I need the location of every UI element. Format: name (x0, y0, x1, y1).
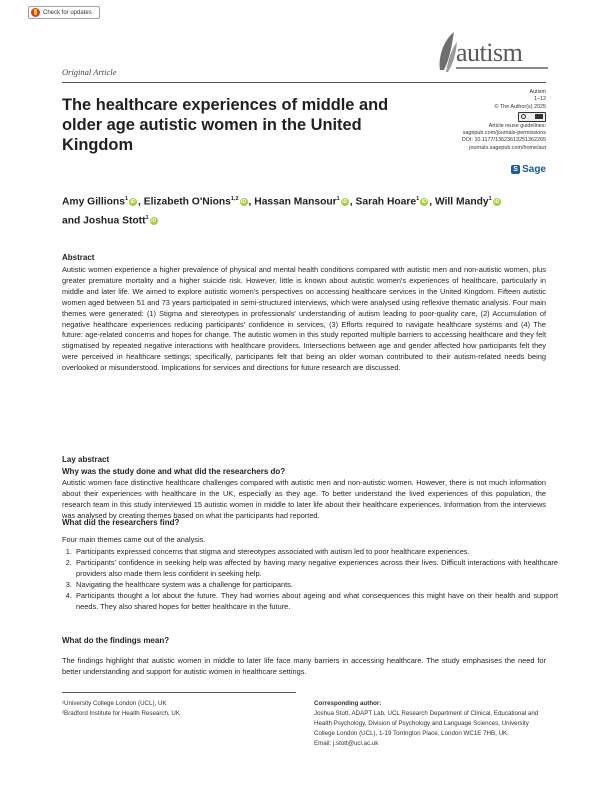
meta-reuse: Article reuse guidelines: (488, 122, 546, 129)
lay-question-1: Why was the study done and what did the researchers do? (62, 467, 286, 476)
list-item: 1. Participants expressed concerns that stigma and stereotypes associated with autism led to poor healthcare experiences. (74, 547, 558, 558)
logo-underline (456, 67, 548, 69)
orcid-icon[interactable]: iD (421, 198, 427, 205)
author-affiliation: 1 (124, 196, 129, 202)
meta-pages: 1–12 (534, 96, 546, 103)
author-list (62, 191, 502, 230)
corresponding-author (314, 699, 546, 749)
lay-abstract-heading: Lay abstract (62, 455, 110, 464)
meta-journal: Autism (529, 89, 546, 95)
journal-leaf-icon (436, 30, 458, 74)
meta-copyright: © The Author(s) 2025 (494, 103, 546, 110)
list-item: 2. Participants' confidence in seeking help was affected by having many negative experiences across their lives. Difficult interactions with healthcare providers also made them less confident in seeking help. (74, 558, 558, 580)
check-updates-icon (31, 8, 40, 17)
meta-doi[interactable]: DOI: 10.1177/13623613251362265 (461, 137, 546, 144)
sage-icon: S (511, 165, 520, 174)
author-separator: , (349, 196, 356, 208)
affiliation-2: ²Bradford Institute for Health Research, UK (62, 710, 180, 717)
author-separator: , (429, 196, 435, 208)
author-name: Elizabeth O'Nions (143, 196, 231, 208)
orcid-icon[interactable]: iD (494, 198, 500, 205)
list-item: 4. Participants thought a lot about the future. They had worries about ageing and what consequences this might have on their health and support needs. They also shared hopes for better healthcare in the future. (74, 591, 558, 613)
author-name: Will Mandy (434, 196, 489, 208)
header-rule (62, 82, 546, 83)
footnote-rule (62, 692, 296, 693)
abstract-text: Autistic women experience a higher prevalence of physical and mental health conditions compared with autistic men and non-autistic women, plus greater premature mortality and a higher suicide risk. However, little is known about autistic women's experiences of healthcare, particularly in middle and later life. We aimed to explore autistic women's perspectives on accessing healthcare services in the United Kingdom. Fifteen autistic women aged between 51 and 73 years participated in semi-structured interviews, which were analysed using reflexive thematic analysis. Four main themes were generated: (1) Stigma and stereotypes in professionals' understanding of autism leading to poor-quality care, (2) Accumulation of negative healthcare experiences reducing participants' confidence in services, (3) Efforts required to navigate healthcare systems and (4) The future: age-related concerns and hopes for change. The autistic women in this study reported multiple barriers to accessing healthcare and they felt stigmatised by repeated negative interactions with healthcare providers. Intersections between age and gender affected how participants felt they were perceived in healthcare settings; specifically, participants felt that being an older woman contributed to their autism-related needs being overlooked or misunderstood. Implications for services and directions for future research are discussed. (62, 265, 546, 373)
author-name: Amy Gillions (62, 196, 125, 208)
corresponding-text: Joshua Stott, ADAPT Lab, UCL Research Department of Clinical, Educational and Health Psychology, Division of Psychology and Language Sciences, University College London (UCL), 1-19 Torrington Place, London WC1E 7HB, UK. (314, 710, 539, 737)
abstract-heading: Abstract (62, 253, 95, 262)
corresponding-heading: Corresponding author: (314, 700, 382, 707)
paper-title: The healthcare experiences of middle and older age autistic women in the United Kingdom (62, 96, 389, 154)
journal-logo-text: autism (456, 38, 523, 67)
check-for-updates-badge[interactable] (28, 6, 100, 19)
findings-list (62, 547, 558, 612)
author-affiliation: 1 (416, 196, 420, 202)
lay-answer-2: Four main themes came out of the analysis. (62, 535, 206, 544)
author-name: Joshua Stott (83, 215, 146, 227)
lay-question-3: What do the findings mean? (62, 636, 170, 645)
author-affiliation: 1 (145, 215, 149, 222)
author-affiliation: 1,2 (230, 196, 239, 202)
lay-answer-1: Autistic women face distinctive healthcare challenges compared with autistic men and non-autistic women. However, there is not much information about their experiences with healthcare in the UK, especially as they age. To better understand the lived experiences of this population, the research team in this study interviewed 15 autistic women in middle to later life about their healthcare experiences. Information from the interviews was analysed by creating themes based on what the participants had reported. (62, 478, 546, 520)
author-affiliation: 1 (488, 196, 492, 202)
publisher-logo (511, 164, 546, 175)
orcid-icon[interactable]: iD (241, 198, 247, 205)
orcid-icon[interactable]: iD (130, 198, 136, 205)
lay-question-2: What did the researchers find? (62, 518, 180, 527)
corresponding-email[interactable]: Email: j.stott@ucl.ac.uk (314, 740, 379, 747)
orcid-icon[interactable]: iD (342, 198, 348, 205)
publisher-name: Sage (522, 164, 546, 175)
meta-journal-url[interactable]: journals.sagepub.com/home/aut (469, 144, 546, 151)
author-separator: , (138, 196, 144, 208)
affiliations (62, 699, 180, 719)
author-name: Sarah Hoare (355, 196, 417, 208)
cc-license-icon[interactable] (518, 112, 546, 122)
lay-answer-3: The findings highlight that autistic women in middle to later life face many barriers in accessing healthcare. The study emphasises the need for better understanding and support for autistic women in healthcare settings. (62, 656, 546, 676)
journal-logo (436, 30, 548, 74)
orcid-icon[interactable]: iD (151, 218, 157, 225)
article-meta (396, 89, 546, 152)
article-type: Original Article (62, 67, 117, 77)
author-separator: , (248, 196, 255, 208)
author-separator: and (62, 215, 84, 227)
check-updates-label: Check for updates (43, 9, 92, 16)
author-name: Hassan Mansour (254, 196, 337, 208)
list-item: 3. Navigating the healthcare system was a challenge for participants. (74, 580, 558, 591)
author-affiliation: 1 (336, 196, 340, 202)
meta-reuse-url[interactable]: sagepub.com/journals-permissions (462, 130, 546, 137)
affiliation-1: ¹University College London (UCL), UK (62, 700, 167, 707)
